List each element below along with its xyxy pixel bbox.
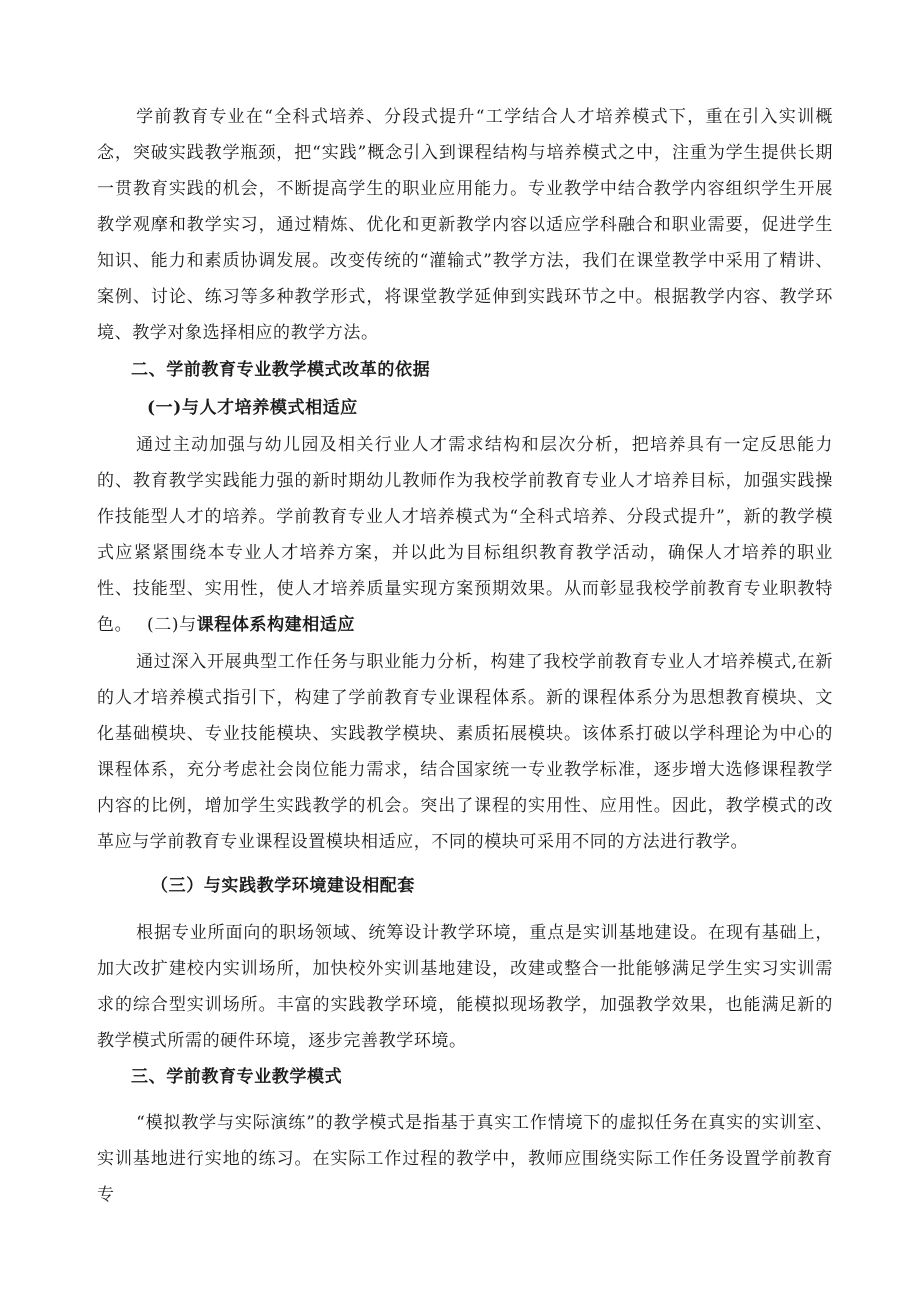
subheading-2-title: 课程体系构建相适应	[196, 615, 356, 635]
subheading-2	[147, 607, 883, 643]
section-heading-3: 三、学前教育专业教学模式	[131, 1067, 343, 1087]
paragraph-practice-environment: 根据专业所面向的职场领域、统筹设计教学环境，重点是实训基地建设。在现有基础上，加大改扩建校内实训场所，加快校外实训基地建设，改建或整合一批能够满足学生实习实训需求的综合型实训场所。丰富的实践教学环境，能模拟现场教学，加强教学效果，也能满足新的教学模式所需的硬件环境，逐步完善教学环境。	[97, 923, 833, 1051]
paragraph-intro: 学前教育专业在“全科式培养、分段式提升“工学结合人才培养模式下，重在引入实训概念，突破实践教学瓶颈，把“实践”概念引入到课程结构与培养模式之中，注重为学生提供长期一贯教育实践的机会，不断提高学生的职业应用能力。专业教学中结合教学内容组织学生开展教学观摩和教学实习，通过精炼、优化和更新教学内容以适应学科融合和职业需要，促进学生知识、能力和素质协调发展。改变传统的“灌输式”教学方法，我们在课堂教学中采用了精讲、案例、讨论、练习等多种教学形式，将课堂教学延伸到实践环节之中。根据教学内容、教学环境、教学对象选择相应的教学方法。	[97, 107, 833, 343]
subheading-3: （三）与实践教学环境建设相配套	[151, 876, 415, 896]
paragraph-talent-model: 通过主动加强与幼儿园及相关行业人才需求结构和层次分析，把培养具有一定反思能力的、教育教学实践能力强的新时期幼儿教师作为我校学前教育专业人才培养目标，加强实践操作技能型人才的培养。学前教育专业人才培养模式为“全科式培养、分段式提升”，新的教学模式应紧紧围绕本专业人才培养方案，并以此为目标组织教育教学活动，确保人才培养的职业性、技能型、实用性，使人才培养质量实现方案预期效果。从而彰显我校学前教育专业职教特色。	[97, 435, 833, 635]
subheading-1: (一)与人才培养模式相适应	[147, 398, 358, 418]
subheading-2-prefix: (二)与	[147, 615, 197, 635]
paragraph-curriculum: 通过深入开展典型工作任务与职业能力分析，构建了我校学前教育专业人才培养模式,在新的人才培养模式指引下，构建了学前教育专业课程体系。新的课程体系分为思想教育模块、文化基础模块、专业技能模块、实践教学模块、素质拓展模块。该体系打破以学科理论为中心的课程体系，充分考虑社会岗位能力需求，结合国家统一专业教学标准，逐步增大选修课程教学内容的比例，增加学生实践教学的机会。突出了课程的实用性、应用性。因此，教学模式的改革应与学前教育专业课程设置模块相适应，不同的模块可采用不同的方法进行教学。	[97, 652, 833, 852]
paragraph-teaching-mode: “模拟教学与实际演练”的教学模式是指基于真实工作情境下的虚拟任务在真实的实训室、实训基地进行实地的练习。在实际工作过程的教学中，教师应围绕实际工作任务设置学前教育专	[97, 1113, 833, 1205]
section-heading-2: 二、学前教育专业教学模式改革的依据	[131, 360, 431, 380]
